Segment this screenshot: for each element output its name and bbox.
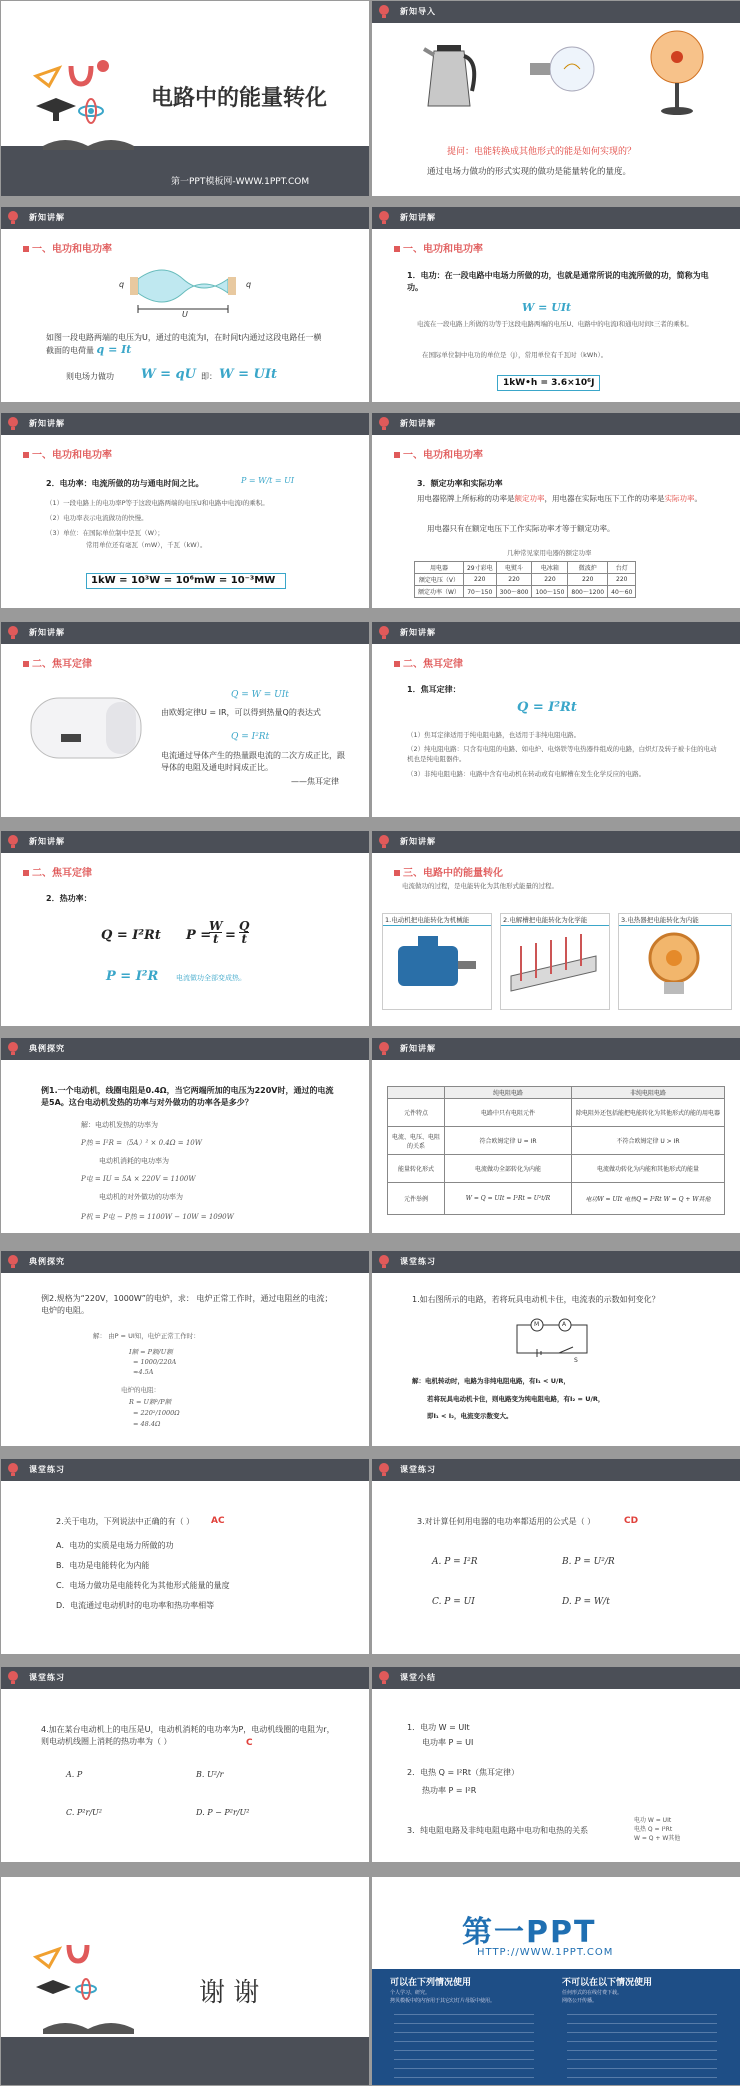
option-d: D．电流通过电动机时的电功率和热功率相等 bbox=[56, 1601, 215, 1610]
slide-header: 课堂练习 bbox=[1, 1667, 369, 1689]
eq-w-qu: W = qU bbox=[141, 367, 196, 382]
logo: 第一PPT bbox=[462, 1915, 597, 1950]
solution-line-8: = 48.4Ω bbox=[133, 1420, 161, 1428]
bulb-icon bbox=[7, 1671, 19, 1685]
slide-joule-intro bbox=[1, 622, 369, 817]
slide-header: 课堂练习 bbox=[1, 1459, 369, 1481]
ohm-text: 由欧姆定律U = IR，可以得到热量Q的表达式 bbox=[161, 708, 321, 717]
slide-thanks bbox=[1, 1877, 369, 2085]
slide-power bbox=[1, 413, 369, 608]
subtitle: 第一PPT模板网-WWW.1PPT.COM bbox=[171, 177, 310, 187]
electrolysis-tank-image bbox=[501, 926, 607, 1001]
switch-label: S bbox=[574, 1357, 578, 1364]
water-heater-image bbox=[26, 690, 146, 770]
slide-exercise-1 bbox=[372, 1251, 740, 1446]
solution-line-6: P机 = P电 − P热 = 1100W − 10W = 1090W bbox=[81, 1213, 234, 1221]
circuit-comparison-table: 纯电阻电路 非纯电阻电路 元件特点 电路中只有电阻元件 除电阻外还包括能把电能转化为其他形式的能的用电器 电流、电压、电阻的关系 符合欧姆定律 U = IR 不符合欧姆定律 U > IR 能量转化形式 电流做功全部转化为内能 电流做功转化为内能和其他形式的能量 元件举例 W = Q = UIt = I²Rt = U²t/R 电功W = UIt 电热Q = I²Rt W = Q + W其他 bbox=[387, 1086, 725, 1215]
eq-w-uit: W = UIt bbox=[522, 301, 572, 314]
solution-line-2: I额 = P额/U额 bbox=[129, 1348, 173, 1356]
power-item-4: 常用单位还有毫瓦（mW），千瓦（kW）。 bbox=[86, 541, 207, 549]
electrolysis-card: 2.电解槽把电能转化为化学能 bbox=[500, 913, 610, 1010]
slide-header: 新知讲解 bbox=[1, 413, 369, 435]
slide-header: 课堂练习 bbox=[372, 1459, 740, 1481]
book-icon bbox=[41, 2007, 136, 2037]
slide-intro bbox=[372, 1, 740, 196]
title-slide bbox=[1, 1, 369, 196]
slide-work-intro bbox=[1, 207, 369, 402]
bulb-icon bbox=[7, 417, 19, 431]
option-d: D. P − P²r/U² bbox=[196, 1808, 250, 1817]
subsection-title: 1．焦耳定律： bbox=[407, 685, 461, 694]
exercise-question: 3.对计算任何用电器的电功率都适用的公式是（ ） bbox=[417, 1517, 596, 1526]
heat-note: 电流做功全部变成热。 bbox=[176, 974, 246, 982]
option-d: D. P = W/t bbox=[562, 1597, 610, 1607]
option-b: B. U²/r bbox=[196, 1770, 224, 1779]
exercise-question: 1.如右图所示的电路，若将玩具电动机卡住，电流表的示数如何变化？ bbox=[412, 1295, 660, 1304]
forbidden-title: 不可以在以下情况使用 bbox=[562, 1978, 653, 1988]
thanks-text: 谢 谢 bbox=[199, 1978, 260, 2008]
slide-license bbox=[372, 1877, 740, 2085]
slide-header: 新知讲解 bbox=[372, 622, 740, 644]
forbidden-text-2: 网络公开传播。 bbox=[562, 1998, 598, 2004]
slide-header: 新知讲解 bbox=[1, 207, 369, 229]
option-a: A. P = I²R bbox=[432, 1557, 478, 1567]
bulb-icon bbox=[378, 417, 390, 431]
summary-line-4: 热功率 P = I²R bbox=[422, 1786, 477, 1795]
book-icon bbox=[41, 126, 136, 151]
heater-image bbox=[619, 926, 729, 1001]
section-title: 二、焦耳定律 bbox=[23, 864, 92, 879]
label-q1: q bbox=[119, 280, 125, 289]
slide-header: 新知讲解 bbox=[1, 622, 369, 644]
option-c: C. P²r/U² bbox=[66, 1808, 102, 1817]
solution-line-3: = 1000/220A bbox=[133, 1358, 177, 1366]
example-question: 例2.规格为“220V，1000W”的电炉，求： 电炉正常工作时，通过电阻丝的电流； 电炉的电阻。 bbox=[41, 1294, 333, 1315]
eq-q-w-uit: Q = W = UIt bbox=[231, 690, 289, 700]
rated-note: 用电器只有在额定电压下工作实际功率才等于额定功率。 bbox=[427, 524, 615, 533]
power-item-1: （1）一段电路上的电功率P等于这段电路两端的电压U和电路中电流I的乘积。 bbox=[46, 499, 269, 507]
slide-example-2 bbox=[1, 1251, 369, 1446]
kettle-image bbox=[422, 31, 482, 111]
fan-image bbox=[642, 29, 712, 119]
answer-mark: AC bbox=[211, 1516, 225, 1526]
slide-header: 新知导入 bbox=[372, 1, 740, 23]
summary-relation-1: 电功 W = UIt bbox=[634, 1817, 672, 1824]
bulb-icon bbox=[7, 626, 19, 640]
section-title: 二、焦耳定律 bbox=[23, 655, 92, 670]
answer-line-1: 解：电机转动时，电路为非纯电阻电路，有I₁ < U/R， bbox=[412, 1377, 570, 1385]
solution-line-1: 解：电动机发热的功率为 bbox=[81, 1121, 158, 1129]
answer-mark: C bbox=[246, 1738, 253, 1748]
slide-header: 新知讲解 bbox=[372, 1038, 740, 1060]
bulb-icon bbox=[7, 1255, 19, 1269]
answer-text: 通过电场力做功的形式实现的做功是能量转化的量度。 bbox=[427, 167, 632, 177]
solution-line-7: = 220²/1000Ω bbox=[133, 1409, 180, 1417]
solution-line-3: 电动机消耗的电功率为 bbox=[99, 1157, 169, 1165]
section-title: 一、电功和电功率 bbox=[23, 240, 112, 255]
ji-text: 即： bbox=[201, 372, 217, 381]
science-icons bbox=[31, 56, 111, 131]
eq-q-i2rt: Q = I²Rt bbox=[101, 928, 161, 943]
power-item-3: （3）单位：在国际单位制中是瓦（W）； bbox=[46, 529, 164, 537]
bulb-icon bbox=[378, 5, 390, 19]
slide-header: 新知讲解 bbox=[372, 831, 740, 853]
section-title: 一、电功和电功率 bbox=[23, 446, 112, 461]
bulb-icon bbox=[7, 1042, 19, 1056]
motor-image bbox=[383, 926, 489, 1001]
bulb-icon bbox=[378, 1255, 390, 1269]
allowed-text-2: 拷贝模板中的内容用于其它幻灯片母版中使用。 bbox=[390, 1998, 496, 2004]
answer-line-3: 即I₁ < I₂，电流变示数变大。 bbox=[427, 1412, 513, 1420]
circuit-diagram bbox=[507, 1313, 597, 1363]
slide-energy-conversion bbox=[372, 831, 740, 1026]
conversion-box: 1kW•h = 3.6×10⁶J bbox=[497, 375, 600, 391]
section-title: 一、电功和电功率 bbox=[394, 240, 483, 255]
summary-line-3: 2．电热 Q = I²Rt（焦耳定律） bbox=[407, 1768, 519, 1777]
rated-definition: 用电器铭牌上所标称的功率是额定功率，用电器在实际电压下工作的功率是实际功率。 bbox=[417, 494, 702, 503]
solution-line-4: P电 = IU = 5A × 220V = 1100W bbox=[81, 1175, 196, 1183]
appliance-table: 用电器 29寸彩电 电熨斗 电冰箱 微波炉 台灯 额定电压（V） 220 220 220 220 220 额定功率（W） 70～150 300～800 100～150 800～1200 40～60 bbox=[414, 561, 636, 598]
solution-line-5: 电炉的电阻： bbox=[121, 1386, 160, 1394]
option-b: B．电功是电能转化为内能 bbox=[56, 1561, 150, 1570]
slide-rated-power bbox=[372, 413, 740, 608]
slide-header: 课堂小结 bbox=[372, 1667, 740, 1689]
subsection-title: 2．热功率： bbox=[46, 894, 92, 903]
body-text: 如图一段电路两端的电压为U，通过的电流为I，在时间t内通过这段电路任一横截面的电荷量 q = It bbox=[46, 333, 322, 356]
summary-relation-3: W = Q + W其他 bbox=[634, 1835, 681, 1842]
summary-line-5: 3．纯电阻电路及非纯电阻电路中电功和电热的关系 bbox=[407, 1826, 589, 1835]
eq-p-prefix: P = bbox=[186, 928, 212, 943]
slide-header: 新知讲解 bbox=[372, 207, 740, 229]
eq-fraction-q-t: Q t bbox=[239, 919, 250, 946]
eq-p-i2r: P = I²R bbox=[106, 969, 159, 984]
slide-exercise-2 bbox=[1, 1459, 369, 1654]
lightbulb-image bbox=[522, 41, 602, 101]
logo-url[interactable]: HTTP://WWW.1PPT.COM bbox=[477, 1947, 614, 1958]
option-b: B. P = U²/R bbox=[562, 1557, 615, 1567]
allowed-title: 可以在下列情况使用 bbox=[390, 1978, 472, 1988]
slide-header: 新知讲解 bbox=[1, 831, 369, 853]
slide-heat-power bbox=[1, 831, 369, 1026]
label-u: U bbox=[182, 310, 188, 319]
bulb-icon bbox=[378, 1463, 390, 1477]
conversion-text: 电流做功的过程，是电能转化为其他形式能量的过程。 bbox=[402, 882, 558, 890]
option-a: A. P bbox=[66, 1770, 83, 1779]
unit-text: 在国际单位制中电功的单位是（J），常用单位有千瓦时（kWh）。 bbox=[422, 351, 608, 359]
label-q2: q bbox=[246, 280, 252, 289]
bulb-icon bbox=[378, 626, 390, 640]
solution-line-1: 解： 由P = UI知，电炉正常工作时： bbox=[93, 1332, 200, 1340]
bulb-icon bbox=[378, 835, 390, 849]
allowed-text-1: 个人学习、研究。 bbox=[390, 1990, 431, 1996]
slide-header: 典例探究 bbox=[1, 1038, 369, 1060]
bulb-icon bbox=[378, 1671, 390, 1685]
page-title: 电路中的能量转化 bbox=[151, 86, 328, 111]
summary-line-2: 电功率 P = UI bbox=[422, 1738, 474, 1747]
bulb-icon bbox=[7, 835, 19, 849]
example-question: 例1.一个电动机，线圈电阻是0.4Ω，当它两端所加的电压为220V时，通过的电流是5A。这台电动机发热的功率与对外做功的功率各是多少？ bbox=[41, 1086, 334, 1107]
answer-mark: CD bbox=[624, 1516, 639, 1526]
slide-summary bbox=[372, 1667, 740, 1862]
solution-line-5: 电动机的对外做功的功率为 bbox=[99, 1193, 183, 1201]
bulb-icon bbox=[7, 211, 19, 225]
power-definition: 2．电功率：电流所做的功与通电时间之比。 bbox=[46, 479, 204, 488]
motor-card: 1.电动机把电能转化为机械能 bbox=[382, 913, 492, 1010]
motor-label: M bbox=[534, 1321, 540, 1328]
eq-power: P = W/t = UI bbox=[241, 476, 294, 485]
slide-electric-work bbox=[372, 207, 740, 402]
section-title: 二、焦耳定律 bbox=[394, 655, 463, 670]
footer-band bbox=[1, 146, 369, 196]
slide-comparison-table bbox=[372, 1038, 740, 1233]
ammeter-label: A bbox=[562, 1321, 567, 1328]
solution-line-6: R = U额²/P额 bbox=[129, 1398, 172, 1406]
option-a: A．电功的实质是电场力所做的功 bbox=[56, 1541, 174, 1550]
eq-fraction-w-t: W t bbox=[209, 919, 223, 946]
eq-equals: = bbox=[225, 928, 236, 943]
link-list-right bbox=[567, 2009, 717, 2079]
slide-header: 典例探究 bbox=[1, 1251, 369, 1273]
slide-header: 课堂练习 bbox=[372, 1251, 740, 1273]
explanation-text: 电流在一段电路上所做的功等于这段电路两端的电压U、电路中的电流I和通电时间t三者的乘积。 bbox=[417, 320, 693, 328]
eq-w-uit: W = UIt bbox=[219, 367, 277, 382]
definition-text: 1．电功：在一段电路中电场力所做的功，也就是通常所说的电流所做的功，简称为电功。 bbox=[407, 271, 709, 292]
section-title: 一、电功和电功率 bbox=[394, 446, 483, 461]
slide-header: 新知讲解 bbox=[372, 413, 740, 435]
answer-line-2: 若将玩具电动机卡住，则电路变为纯电阻电路，有I₂ = U/R， bbox=[427, 1395, 605, 1403]
slide-example-1 bbox=[1, 1038, 369, 1233]
slide-exercise-4 bbox=[1, 1667, 369, 1862]
eq-q-i2rt: Q = I²Rt bbox=[517, 700, 577, 715]
option-c: C．电场力做功是电能转化为其他形式能量的量度 bbox=[56, 1581, 230, 1590]
summary-relation-2: 电热 Q = I²Rt bbox=[634, 1826, 673, 1833]
eq-q-i2rt: Q = I²Rt bbox=[231, 732, 270, 742]
forbidden-text-1: 任何形式的在线付费下载。 bbox=[562, 1990, 623, 1996]
bulb-icon bbox=[378, 1042, 390, 1056]
heater-card: 3.电热器把电能转化为内能 bbox=[618, 913, 732, 1010]
slide-joule-law bbox=[372, 622, 740, 817]
conversion-box: 1kW = 10³W = 10⁶mW = 10⁻³MW bbox=[86, 573, 286, 589]
slide-exercise-3 bbox=[372, 1459, 740, 1654]
power-item-2: （2）电功率表示电流做功的快慢。 bbox=[46, 514, 148, 522]
work-text: 则电场力做功 bbox=[66, 372, 114, 381]
subsection-title: 3．额定功率和实际功率 bbox=[417, 479, 503, 488]
link-list-left bbox=[394, 2009, 534, 2079]
solution-line-4: ≈4.5A bbox=[133, 1368, 154, 1376]
option-c: C. P = UI bbox=[432, 1597, 475, 1607]
joule-item-1: （1）焦耳定律适用于纯电阻电路，也适用于非纯电阻电路。 bbox=[407, 731, 581, 739]
bulb-icon bbox=[378, 211, 390, 225]
question-text: 提问：电能转换成其他形式的能是如何实现的？ bbox=[447, 147, 637, 157]
joule-law-text: 电流通过导体产生的热量跟电流的二次方成正比，跟导体的电阻及通电时间成正比。 bbox=[161, 751, 345, 772]
science-icons bbox=[31, 1937, 101, 2007]
section-title: 三、电路中的能量转化 bbox=[394, 864, 503, 879]
exercise-question: 2.关于电功，下列说法中正确的有（ ） bbox=[56, 1517, 195, 1526]
footer-band bbox=[1, 2037, 369, 2085]
joule-item-3: （3）非纯电阻电路：电路中含有电动机在转动或有电解槽在发生化学反应的电路。 bbox=[407, 770, 646, 778]
joule-item-2: （2）纯电阻电路：只含有电阻的电路、如电炉、电烙铁等电热器件组成的电路，白炽灯及转子被卡住的电动机也是纯电阻器件。 bbox=[407, 745, 717, 763]
solution-line-2: P热 = I²R =（5A）² × 0.4Ω = 10W bbox=[81, 1139, 202, 1147]
table-title: 几种常见家用电器的额定功率 bbox=[507, 549, 592, 557]
exercise-question: 4.加在某台电动机上的电压是U，电动机消耗的电功率为P，电动机线圈的电阻为r，则电动机线圈上消耗的热功率为（ ） bbox=[41, 1725, 335, 1746]
summary-line-1: 1．电功 W = UIt bbox=[407, 1723, 470, 1732]
joule-law-attribution: ——焦耳定律 bbox=[291, 777, 339, 786]
bulb-icon bbox=[7, 1463, 19, 1477]
